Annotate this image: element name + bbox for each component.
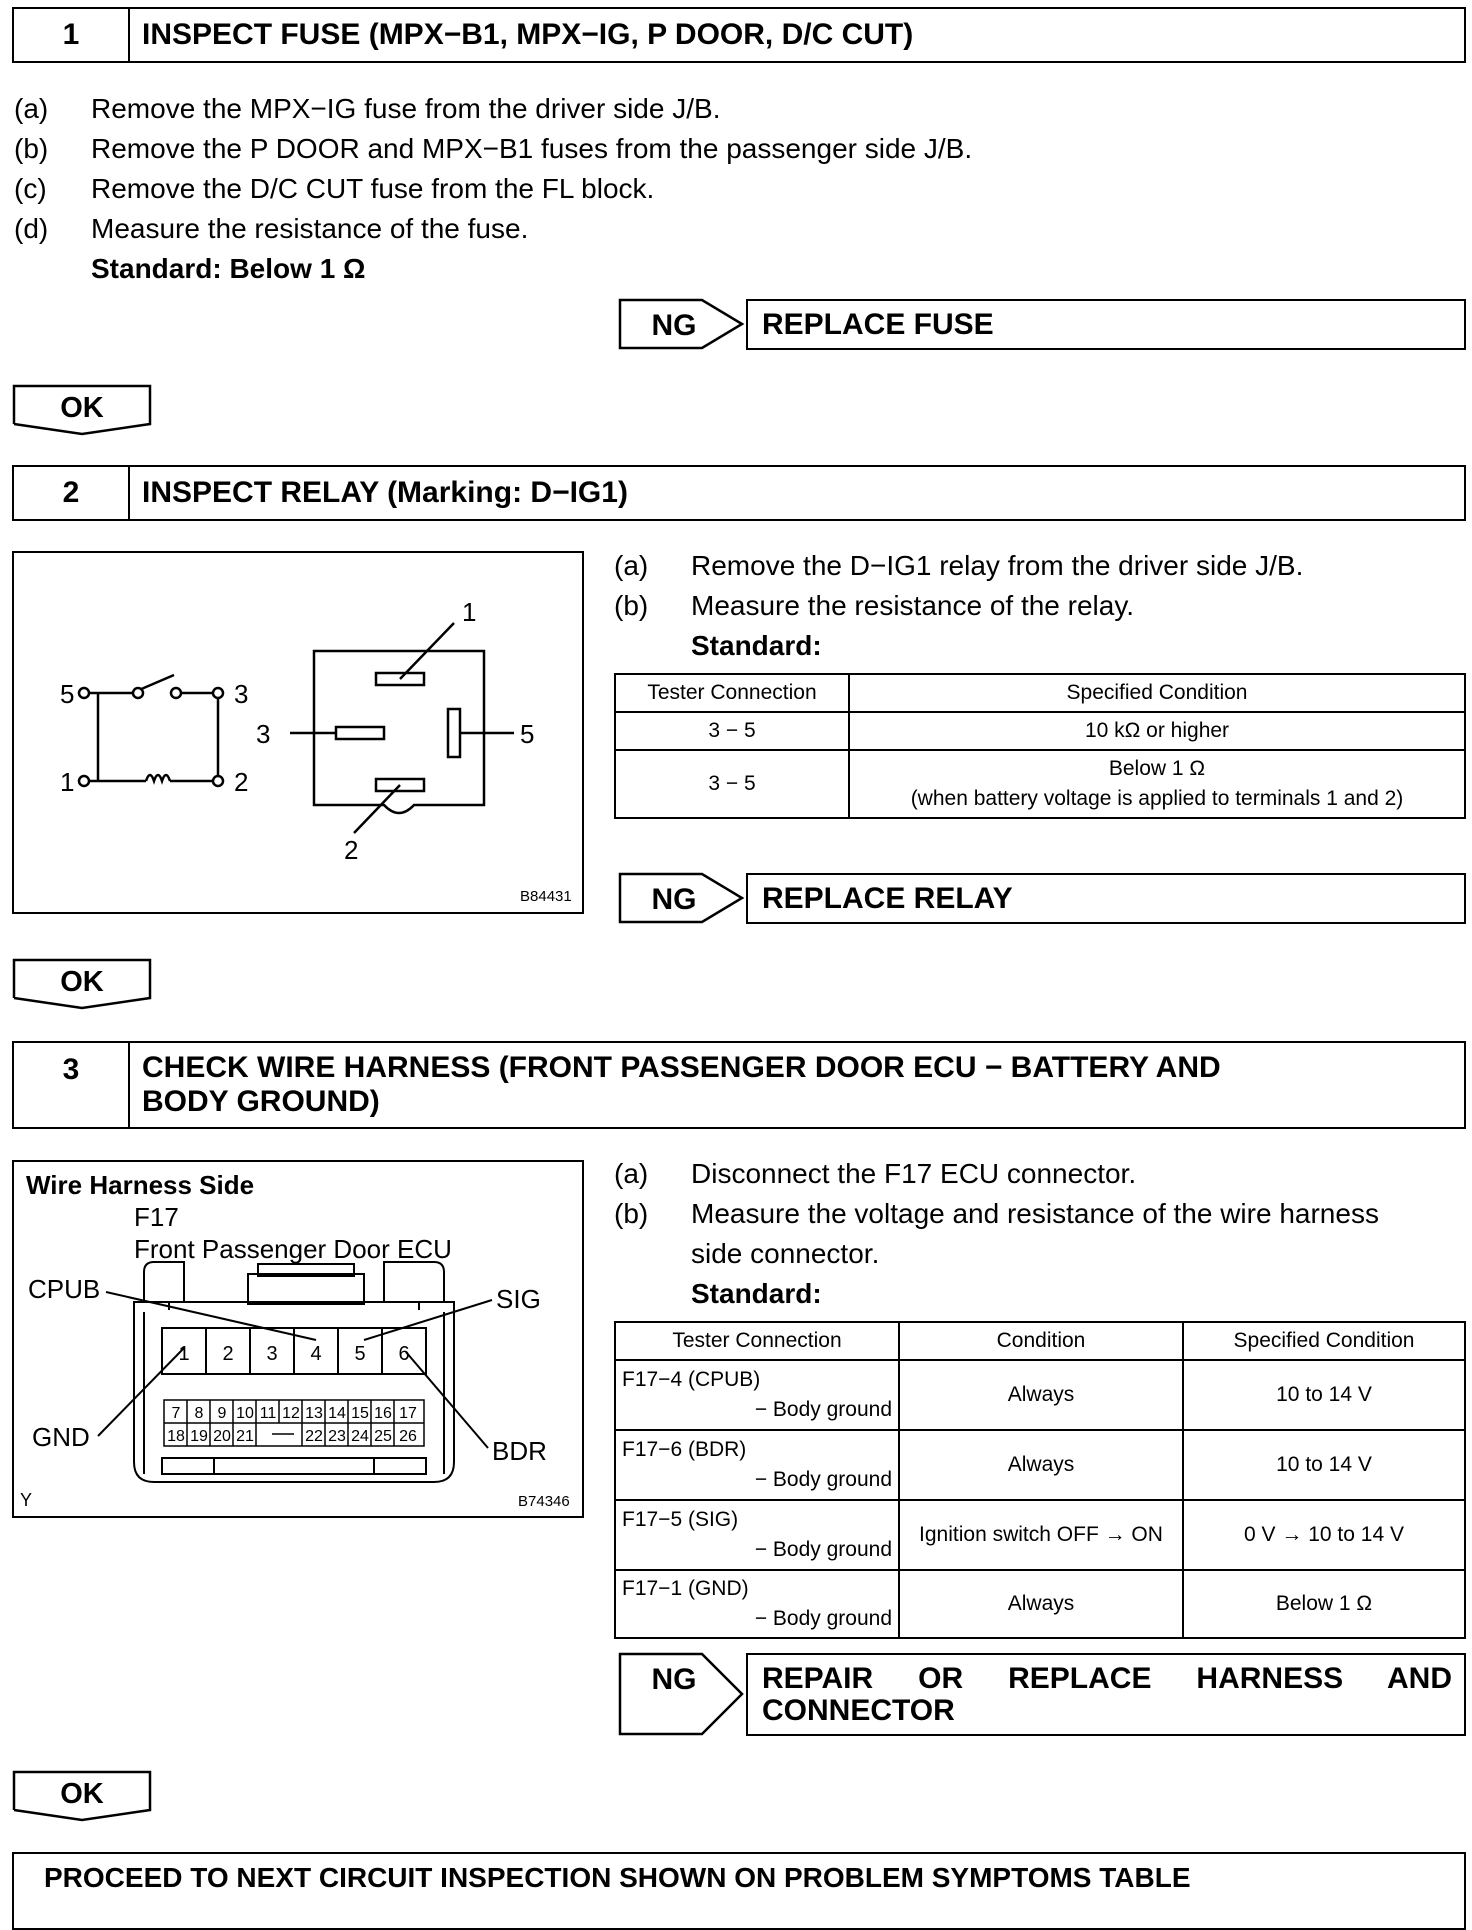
col-specified-condition: Specified Condition [849, 674, 1465, 712]
fig-sig: SIG [496, 1284, 541, 1314]
step1-standard: Standard: Below 1 Ω [91, 253, 366, 284]
relay-label-1: 1 [462, 597, 477, 627]
svg-text:6: 6 [398, 1343, 410, 1365]
mid-pin-labels [172, 1405, 417, 1422]
svg-text:17: 17 [399, 1405, 417, 1422]
svg-text:2: 2 [222, 1343, 234, 1365]
step2-ok-arrow [12, 958, 152, 1010]
table-row: 3 − 5 Below 1 Ω (when battery voltage is applied to terminals 1 and 2) [615, 750, 1465, 818]
col-specified-condition: Specified Condition [1183, 1322, 1465, 1360]
ok-label: OK [60, 966, 104, 998]
step1-header [12, 7, 1466, 63]
sch-label-1: 1 [60, 767, 75, 797]
relay-label-5: 5 [520, 719, 535, 749]
svg-text:22: 22 [305, 1428, 323, 1445]
fig-ecu: Front Passenger Door ECU [134, 1234, 452, 1264]
table-row: F17−5 (SIG) − Body ground Ignition switch OFF → ON 0 V → 10 to 14 V [615, 1500, 1465, 1570]
step3-item-b: (b) Measure the voltage and resistance of the wire harness [614, 1198, 1379, 1229]
svg-text:24: 24 [351, 1428, 369, 1445]
step2-ng-action: REPLACE RELAY [746, 873, 1466, 924]
svg-text:23: 23 [328, 1428, 346, 1445]
fig-code: B74346 [518, 1493, 570, 1510]
sch-label-3: 3 [234, 679, 249, 709]
svg-text:11: 11 [259, 1405, 277, 1422]
table-row: F17−6 (BDR) − Body ground Always 10 to 14 V [615, 1430, 1465, 1500]
svg-text:9: 9 [217, 1405, 227, 1422]
step3-item-a: (a) Disconnect the F17 ECU connector. [614, 1158, 1137, 1189]
fig-cpub: CPUB [28, 1274, 101, 1304]
svg-text:4: 4 [310, 1343, 322, 1365]
step3-item-b-cont: side connector. [691, 1238, 880, 1269]
step1-item-c: (c) Remove the D/C CUT fuse from the FL block. [14, 173, 655, 204]
sch-label-2: 2 [234, 767, 249, 797]
svg-text:19: 19 [190, 1428, 208, 1445]
col-condition: Condition [899, 1322, 1183, 1360]
svg-text:18: 18 [167, 1428, 185, 1445]
step1-instructions [14, 89, 1314, 289]
svg-text:15: 15 [351, 1405, 369, 1422]
table-row: 3 − 5 10 kΩ or higher [615, 712, 1465, 750]
ok-label: OK [60, 392, 104, 424]
step2-header [12, 465, 1466, 521]
relay-spec-table [614, 673, 1466, 819]
step1-item-a: (a) Remove the MPX−IG fuse from the driver side J/B. [14, 93, 721, 124]
relay-label-2: 2 [344, 835, 359, 865]
svg-text:25: 25 [374, 1428, 392, 1445]
table-row: F17−4 (CPUB) − Body ground Always 10 to 14 V [615, 1360, 1465, 1430]
svg-text:21: 21 [236, 1428, 254, 1445]
connector-figure [12, 1160, 584, 1518]
svg-text:10: 10 [236, 1405, 254, 1422]
fig-gnd: GND [32, 1422, 90, 1452]
svg-text:8: 8 [194, 1405, 204, 1422]
step2-standard: Standard: [691, 630, 822, 661]
bottom-pin-labels [167, 1428, 417, 1445]
fig-connector: F17 [134, 1202, 179, 1232]
step3-header [12, 1041, 1466, 1129]
step2-title: INSPECT RELAY (Marking: D−IG1) [142, 476, 628, 509]
relay-label-3: 3 [256, 719, 271, 749]
step3-title: CHECK WIRE HARNESS (FRONT PASSENGER DOOR ECU − BATTERY AND BODY GROUND) [142, 1051, 1221, 1118]
svg-text:5: 5 [354, 1343, 366, 1365]
ng-label: NG [651, 309, 697, 342]
col-tester-connection: Tester Connection [615, 1322, 899, 1360]
svg-text:3: 3 [266, 1343, 278, 1365]
step1-item-d: (d) Measure the resistance of the fuse. [14, 213, 529, 244]
step2-instructions [614, 546, 1464, 666]
step1-number: 1 [14, 9, 130, 61]
table-row: F17−1 (GND) − Body ground Always Below 1 Ω [615, 1570, 1465, 1638]
harness-spec-table [614, 1321, 1466, 1639]
step1-ok-arrow [12, 384, 152, 436]
svg-text:16: 16 [374, 1405, 392, 1422]
step1-ng-action: REPLACE FUSE [746, 299, 1466, 350]
step3-ng-tag [618, 1652, 748, 1736]
step1-item-b: (b) Remove the P DOOR and MPX−B1 fuses from the passenger side J/B. [14, 133, 973, 164]
ng-label: NG [651, 1663, 697, 1696]
fig-bdr: BDR [492, 1436, 547, 1466]
figure-code: B84431 [520, 888, 572, 905]
svg-text:13: 13 [305, 1405, 323, 1422]
fig-y-mark: Y [20, 1490, 33, 1510]
svg-text:14: 14 [328, 1405, 346, 1422]
svg-text:20: 20 [213, 1428, 231, 1445]
fig-heading: Wire Harness Side [26, 1170, 255, 1200]
step3-ng-action: REPAIR OR REPLACE HARNESS AND CONNECTOR [746, 1653, 1466, 1736]
step2-ng-tag [618, 872, 748, 924]
step2-item-b: (b) Measure the resistance of the relay. [614, 590, 1135, 621]
step3-ok-arrow [12, 1770, 152, 1822]
final-instruction: PROCEED TO NEXT CIRCUIT INSPECTION SHOWN ON PROBLEM SYMPTOMS TABLE [12, 1852, 1466, 1930]
svg-text:26: 26 [399, 1428, 417, 1445]
step2-number: 2 [14, 467, 130, 519]
svg-text:7: 7 [171, 1405, 181, 1422]
svg-text:12: 12 [282, 1405, 300, 1422]
step3-standard: Standard: [691, 1278, 822, 1309]
step1-ng-tag [618, 298, 748, 350]
step3-number: 3 [14, 1043, 130, 1127]
svg-text:1: 1 [178, 1343, 190, 1365]
ng-label: NG [651, 883, 697, 916]
ok-label: OK [60, 1778, 104, 1810]
step2-item-a: (a) Remove the D−IG1 relay from the driver side J/B. [614, 550, 1304, 581]
relay-body [290, 623, 514, 833]
step1-title: INSPECT FUSE (MPX−B1, MPX−IG, P DOOR, D/C CUT) [142, 18, 914, 51]
sch-label-5: 5 [60, 679, 75, 709]
col-tester-connection: Tester Connection [615, 674, 849, 712]
relay-figure [12, 551, 584, 914]
step3-instructions [614, 1154, 1470, 1314]
relay-schematic [79, 675, 223, 786]
